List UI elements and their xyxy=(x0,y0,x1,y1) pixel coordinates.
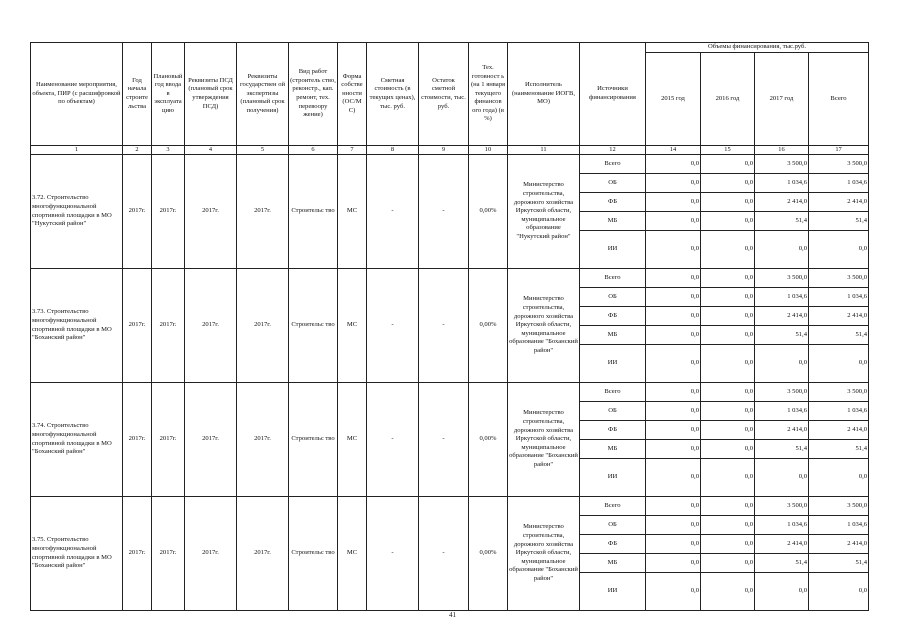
column-number: 2 xyxy=(123,146,152,155)
remaining-cost: - xyxy=(419,383,469,497)
header-ownership: Форма собстве нности (ОС/М С) xyxy=(338,43,367,146)
funding-source: ИИ xyxy=(580,459,646,497)
header-psd-details: Реквизиты ПСД (плановый срок утверждения ПСД) xyxy=(185,43,237,146)
remaining-cost: - xyxy=(419,269,469,383)
value-total: 51,4 xyxy=(809,440,869,459)
expertise-date: 2017г. xyxy=(237,497,289,611)
value-total: 2 414,0 xyxy=(809,307,869,326)
value-2016: 0,0 xyxy=(701,459,755,497)
remaining-cost: - xyxy=(419,497,469,611)
value-2015: 0,0 xyxy=(646,516,701,535)
value-2017: 51,4 xyxy=(755,554,809,573)
value-2017: 0,0 xyxy=(755,345,809,383)
funding-source: ОБ xyxy=(580,174,646,193)
planned-year: 2017г. xyxy=(152,383,185,497)
value-2017: 3 500,0 xyxy=(755,269,809,288)
value-2017: 0,0 xyxy=(755,231,809,269)
value-2015: 0,0 xyxy=(646,554,701,573)
funding-source: Всего xyxy=(580,155,646,174)
estimated-cost: - xyxy=(367,155,419,269)
document-sheet xyxy=(30,42,868,611)
column-number: 11 xyxy=(508,146,580,155)
value-2015: 0,0 xyxy=(646,383,701,402)
planned-year: 2017г. xyxy=(152,155,185,269)
page-number: 41 xyxy=(449,611,456,619)
planned-year: 2017г. xyxy=(152,497,185,611)
value-2017: 1 034,6 xyxy=(755,174,809,193)
expertise-date: 2017г. xyxy=(237,269,289,383)
value-2017: 1 034,6 xyxy=(755,288,809,307)
funding-source: ФБ xyxy=(580,535,646,554)
executor: Министерство строительства, дорожного хозяйства Иркутской области, муниципальное образование "Боханский район" xyxy=(508,497,580,611)
funding-source: МБ xyxy=(580,212,646,231)
object-name: 3.75. Строительство многофункциональной спортивной площадки в МО "Боханский район" xyxy=(31,497,123,611)
object-name: 3.72. Строительство многофункциональной спортивной площадки в МО "Нукутский район" xyxy=(31,155,123,269)
table-body xyxy=(31,155,869,611)
financing-table xyxy=(30,42,869,611)
start-year: 2017г. xyxy=(123,269,152,383)
value-2015: 0,0 xyxy=(646,212,701,231)
work-type: Строительс тво xyxy=(289,269,338,383)
value-2015: 0,0 xyxy=(646,174,701,193)
value-2015: 0,0 xyxy=(646,573,701,611)
funding-source: МБ xyxy=(580,554,646,573)
estimated-cost: - xyxy=(367,497,419,611)
value-2016: 0,0 xyxy=(701,554,755,573)
column-number: 3 xyxy=(152,146,185,155)
value-2016: 0,0 xyxy=(701,573,755,611)
value-total: 0,0 xyxy=(809,573,869,611)
remaining-cost: - xyxy=(419,155,469,269)
executor: Министерство строительства, дорожного хозяйства Иркутской области, муниципальное образование "Нукутский район" xyxy=(508,155,580,269)
value-2016: 0,0 xyxy=(701,231,755,269)
value-total: 0,0 xyxy=(809,345,869,383)
value-2015: 0,0 xyxy=(646,535,701,554)
value-2017: 51,4 xyxy=(755,326,809,345)
ownership: МС xyxy=(338,155,367,269)
ownership: МС xyxy=(338,497,367,611)
readiness: 0,00% xyxy=(469,497,508,611)
value-2016: 0,0 xyxy=(701,535,755,554)
header-work-type: Вид работ (строитель ство, реконстр., кап. ремонт, тех. перевоору жение) xyxy=(289,43,338,146)
planned-year: 2017г. xyxy=(152,269,185,383)
header-planned-year: Плановый год ввода в эксплуата цию xyxy=(152,43,185,146)
value-total: 0,0 xyxy=(809,459,869,497)
object-name: 3.73. Строительство многофункциональной спортивной площадки в МО "Боханский район" xyxy=(31,269,123,383)
value-2016: 0,0 xyxy=(701,326,755,345)
ownership: МС xyxy=(338,383,367,497)
estimated-cost: - xyxy=(367,383,419,497)
header-year-2016: 2016 год xyxy=(701,53,755,146)
value-total: 1 034,6 xyxy=(809,174,869,193)
column-number-row xyxy=(31,146,869,155)
estimated-cost: - xyxy=(367,269,419,383)
header-start-year: Год начала строите льства xyxy=(123,43,152,146)
funding-source: ФБ xyxy=(580,307,646,326)
value-total: 2 414,0 xyxy=(809,535,869,554)
table-row xyxy=(31,497,869,516)
header-executor: Исполнитель (наименование ИОГВ, МО) xyxy=(508,43,580,146)
value-2017: 2 414,0 xyxy=(755,307,809,326)
readiness: 0,00% xyxy=(469,269,508,383)
value-total: 2 414,0 xyxy=(809,193,869,212)
expertise-date: 2017г. xyxy=(237,155,289,269)
column-number: 1 xyxy=(31,146,123,155)
readiness: 0,00% xyxy=(469,383,508,497)
value-2016: 0,0 xyxy=(701,440,755,459)
psd-date: 2017г. xyxy=(185,383,237,497)
funding-source: МБ xyxy=(580,440,646,459)
start-year: 2017г. xyxy=(123,383,152,497)
object-name: 3.74. Строительство многофункциональной спортивной площадки в МО "Боханский район" xyxy=(31,383,123,497)
table-row xyxy=(31,383,869,402)
psd-date: 2017г. xyxy=(185,155,237,269)
value-2017: 3 500,0 xyxy=(755,155,809,174)
work-type: Строительс тво xyxy=(289,155,338,269)
value-2016: 0,0 xyxy=(701,383,755,402)
value-total: 2 414,0 xyxy=(809,421,869,440)
work-type: Строительс тво xyxy=(289,497,338,611)
funding-source: ОБ xyxy=(580,516,646,535)
header-estimated-cost: Сметная стоимость (в текущих ценах), тыс. руб. xyxy=(367,43,419,146)
funding-source: ИИ xyxy=(580,231,646,269)
value-2016: 0,0 xyxy=(701,497,755,516)
value-2017: 51,4 xyxy=(755,212,809,231)
value-2017: 1 034,6 xyxy=(755,516,809,535)
table-row xyxy=(31,269,869,288)
funding-source: ОБ xyxy=(580,288,646,307)
psd-date: 2017г. xyxy=(185,497,237,611)
value-2015: 0,0 xyxy=(646,497,701,516)
value-2016: 0,0 xyxy=(701,155,755,174)
value-2017: 2 414,0 xyxy=(755,421,809,440)
value-2016: 0,0 xyxy=(701,402,755,421)
header-year-2017: 2017 год xyxy=(755,53,809,146)
value-total: 0,0 xyxy=(809,231,869,269)
ownership: МС xyxy=(338,269,367,383)
funding-source: ОБ xyxy=(580,402,646,421)
value-2015: 0,0 xyxy=(646,440,701,459)
funding-source: Всего xyxy=(580,269,646,288)
column-number: 5 xyxy=(237,146,289,155)
value-total: 3 500,0 xyxy=(809,155,869,174)
value-2015: 0,0 xyxy=(646,288,701,307)
funding-source: Всего xyxy=(580,383,646,402)
value-total: 3 500,0 xyxy=(809,497,869,516)
value-2015: 0,0 xyxy=(646,402,701,421)
work-type: Строительс тво xyxy=(289,383,338,497)
value-2016: 0,0 xyxy=(701,421,755,440)
table-row xyxy=(31,155,869,174)
value-2015: 0,0 xyxy=(646,421,701,440)
executor: Министерство строительства, дорожного хозяйства Иркутской области, муниципальное образование "Боханский район" xyxy=(508,383,580,497)
value-2016: 0,0 xyxy=(701,212,755,231)
value-2015: 0,0 xyxy=(646,326,701,345)
column-number: 9 xyxy=(419,146,469,155)
value-2016: 0,0 xyxy=(701,288,755,307)
value-total: 1 034,6 xyxy=(809,516,869,535)
funding-source: МБ xyxy=(580,326,646,345)
header-row xyxy=(31,43,869,53)
value-2016: 0,0 xyxy=(701,269,755,288)
column-number: 8 xyxy=(367,146,419,155)
value-total: 3 500,0 xyxy=(809,269,869,288)
value-2017: 2 414,0 xyxy=(755,535,809,554)
header-remaining-cost: Остаток сметной стоимости, тыс. руб. xyxy=(419,43,469,146)
header-volume-group: Объемы финансирования, тыс.руб. xyxy=(646,43,869,53)
column-number: 10 xyxy=(469,146,508,155)
value-2017: 51,4 xyxy=(755,440,809,459)
value-2017: 0,0 xyxy=(755,573,809,611)
value-2017: 3 500,0 xyxy=(755,383,809,402)
column-number: 15 xyxy=(701,146,755,155)
funding-source: ФБ xyxy=(580,193,646,212)
value-2015: 0,0 xyxy=(646,345,701,383)
value-2016: 0,0 xyxy=(701,307,755,326)
value-2015: 0,0 xyxy=(646,307,701,326)
value-2016: 0,0 xyxy=(701,193,755,212)
value-2017: 2 414,0 xyxy=(755,193,809,212)
expertise-date: 2017г. xyxy=(237,383,289,497)
value-2017: 0,0 xyxy=(755,459,809,497)
value-2016: 0,0 xyxy=(701,174,755,193)
funding-source: Всего xyxy=(580,497,646,516)
column-number: 4 xyxy=(185,146,237,155)
value-2015: 0,0 xyxy=(646,155,701,174)
value-total: 3 500,0 xyxy=(809,383,869,402)
value-2017: 1 034,6 xyxy=(755,402,809,421)
value-2017: 3 500,0 xyxy=(755,497,809,516)
value-2015: 0,0 xyxy=(646,193,701,212)
value-2015: 0,0 xyxy=(646,459,701,497)
value-total: 51,4 xyxy=(809,554,869,573)
value-total: 1 034,6 xyxy=(809,402,869,421)
funding-source: ИИ xyxy=(580,345,646,383)
column-number: 14 xyxy=(646,146,701,155)
value-total: 51,4 xyxy=(809,326,869,345)
value-2015: 0,0 xyxy=(646,269,701,288)
funding-source: ИИ xyxy=(580,573,646,611)
executor: Министерство строительства, дорожного хозяйства Иркутской области, муниципальное образование "Боханский район" xyxy=(508,269,580,383)
column-number: 12 xyxy=(580,146,646,155)
value-2015: 0,0 xyxy=(646,231,701,269)
header-total: Всего xyxy=(809,53,869,146)
value-total: 1 034,6 xyxy=(809,288,869,307)
column-number: 17 xyxy=(809,146,869,155)
column-number: 7 xyxy=(338,146,367,155)
header-readiness: Тех. готовност ь (на 1 января текущего финансов ого года) (в %) xyxy=(469,43,508,146)
header-year-2015: 2015 год xyxy=(646,53,701,146)
value-2016: 0,0 xyxy=(701,516,755,535)
funding-source: ФБ xyxy=(580,421,646,440)
start-year: 2017г. xyxy=(123,497,152,611)
header-name: Наименование мероприятия, объекта, ПИР (с расшифровкой по объектам) xyxy=(31,43,123,146)
value-total: 51,4 xyxy=(809,212,869,231)
column-number: 16 xyxy=(755,146,809,155)
column-number: 6 xyxy=(289,146,338,155)
header-sources: Источники финансирования xyxy=(580,43,646,146)
start-year: 2017г. xyxy=(123,155,152,269)
psd-date: 2017г. xyxy=(185,269,237,383)
header-expertise-details: Реквизиты государствен ой экспертизы (плановый срок получения) xyxy=(237,43,289,146)
value-2016: 0,0 xyxy=(701,345,755,383)
readiness: 0,00% xyxy=(469,155,508,269)
